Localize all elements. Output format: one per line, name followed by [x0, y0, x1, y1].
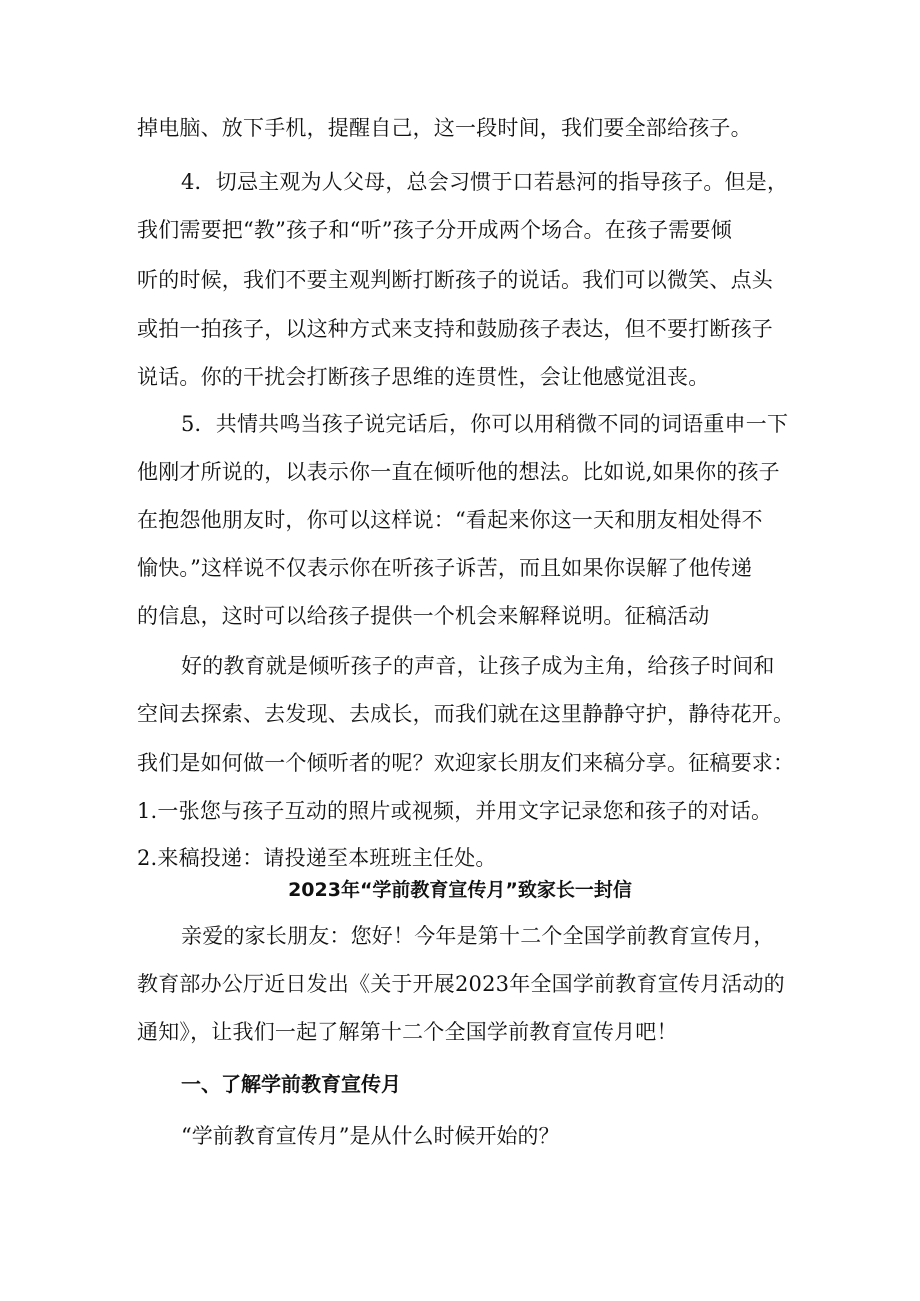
intro-line: 掉电脑、放下手机，提醒自己，这一段时间，我们要全部给孩子。 [137, 116, 752, 140]
point5-line-3: 在抱怨他朋友时，你可以这样说：“看起来你这一天和朋友相处得不 [137, 508, 763, 532]
point5-line-1: 5．共情共鸣当孩子说完话后，你可以用稍微不同的词语重申一下 [181, 412, 789, 436]
call-line-3: 我们是如何做一个倾听者的呢？欢迎家长朋友们来稿分享。征稿要求： [137, 751, 795, 775]
call-line-4: 1.一张您与孩子互动的照片或视频，并用文字记录您和孩子的对话。 [137, 799, 773, 823]
point4-line-5: 说话。你的干扰会打断孩子思维的连贯性，会让他感觉沮丧。 [137, 365, 710, 389]
point5-line-2: 他刚才所说的，以表示你一直在倾听他的想法。比如说,如果你的孩子 [137, 460, 780, 484]
letter-title: 2023年“学前教育宣传月”致家长一封信 [288, 879, 632, 901]
point4-line-2: 我们需要把“教”孩子和“听”孩子分开成两个场合。在孩子需要倾 [137, 218, 732, 242]
point4-line-4: 或拍一拍孩子，以这种方式来支持和鼓励孩子表达，但不要打断孩子 [137, 317, 773, 341]
call-line-5: 2.来稿投递：请投递至本班班主任处。 [137, 846, 497, 870]
letter-body-line-1: 亲爱的家长朋友：您好！今年是第十二个全国学前教育宣传月， [181, 924, 775, 948]
point5-line-5: 的信息，这时可以给孩子提供一个机会来解释说明。征稿活动 [137, 604, 710, 628]
point5-line-4: 愉快。”这样说不仅表示你在听孩子诉苦，而且如果你误解了他传递 [137, 556, 753, 580]
section-heading: 一、了解学前教育宣传月 [181, 1072, 401, 1096]
call-line-1: 好的教育就是倾听孩子的声音，让孩子成为主角，给孩子时间和 [181, 654, 775, 678]
section-question: “学前教育宣传月”是从什么时候开始的？ [181, 1124, 560, 1148]
point4-line-3: 听的时候，我们不要主观判断打断孩子的说话。我们可以微笑、点头 [137, 268, 773, 292]
point4-line-1: 4．切忌主观为人父母，总会习惯于口若悬河的指导孩子。但是， [181, 170, 789, 194]
letter-body-line-3: 通知》，让我们一起了解第十二个全国学前教育宣传月吧！ [137, 1020, 678, 1044]
letter-body-line-2: 教育部办公厅近日发出《关于开展2023年全国学前教育宣传月活动的 [137, 972, 785, 996]
call-line-2: 空间去探索、去发现、去成长，而我们就在这里静静守护，静待花开。 [137, 702, 795, 726]
